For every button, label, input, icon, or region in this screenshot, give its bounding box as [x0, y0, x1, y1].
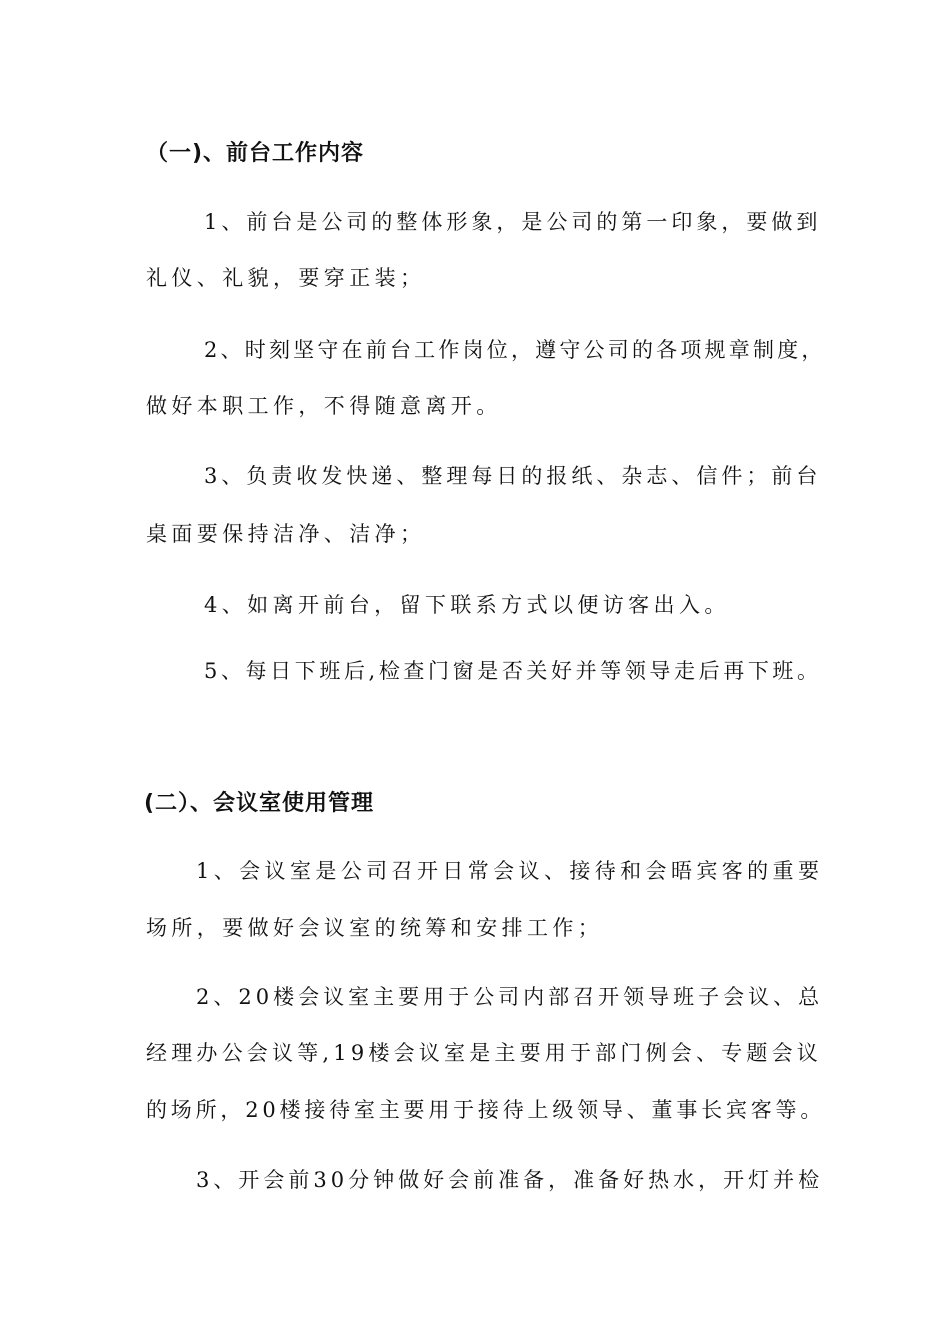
- section-2-item-2-line-2: 经理办公会议等,19楼会议室是主要用于部门例会、专题会议: [146, 1041, 822, 1065]
- section-1-item-2-line-1: 2、时刻坚守在前台工作岗位，遵守公司的各项规章制度，: [204, 338, 826, 362]
- section-1-item-3-line-2: 桌面要保持洁净、洁净；: [146, 522, 426, 546]
- section-1-item-4: 4、如离开前台，留下联系方式以便访客出入。: [204, 593, 730, 617]
- section-1-item-3-line-1: 3、负责收发快递、整理每日的报纸、杂志、信件；前台: [204, 464, 822, 488]
- section-2-item-1-line-1: 1、会议室是公司召开日常会议、接待和会晤宾客的重要: [196, 859, 824, 883]
- section-2-item-3-line-1: 3、开会前30分钟做好会前准备，准备好热水，开灯并检: [196, 1168, 824, 1192]
- section-2-item-1-line-2: 场所，要做好会议室的统筹和安排工作；: [146, 916, 604, 940]
- section-2-item-2-line-3: 的场所，20楼接待室主要用于接待上级领导、董事长宾客等。: [146, 1098, 826, 1122]
- section-1-item-2-line-2: 做好本职工作，不得随意离开。: [146, 394, 502, 418]
- section-2-heading: (二）、会议室使用管理: [144, 791, 375, 816]
- section-1-item-5: 5、每日下班后,检查门窗是否关好并等领导走后再下班。: [204, 659, 822, 683]
- section-1-heading: （一)、前台工作内容: [146, 141, 365, 166]
- section-1-item-1-line-1: 1、前台是公司的整体形象，是公司的第一印象，要做到: [204, 210, 822, 234]
- section-1-item-1-line-2: 礼仪、礼貌，要穿正装；: [146, 266, 426, 290]
- section-2-item-2-line-1: 2、20楼会议室主要用于公司内部召开领导班子会议、总: [196, 985, 824, 1009]
